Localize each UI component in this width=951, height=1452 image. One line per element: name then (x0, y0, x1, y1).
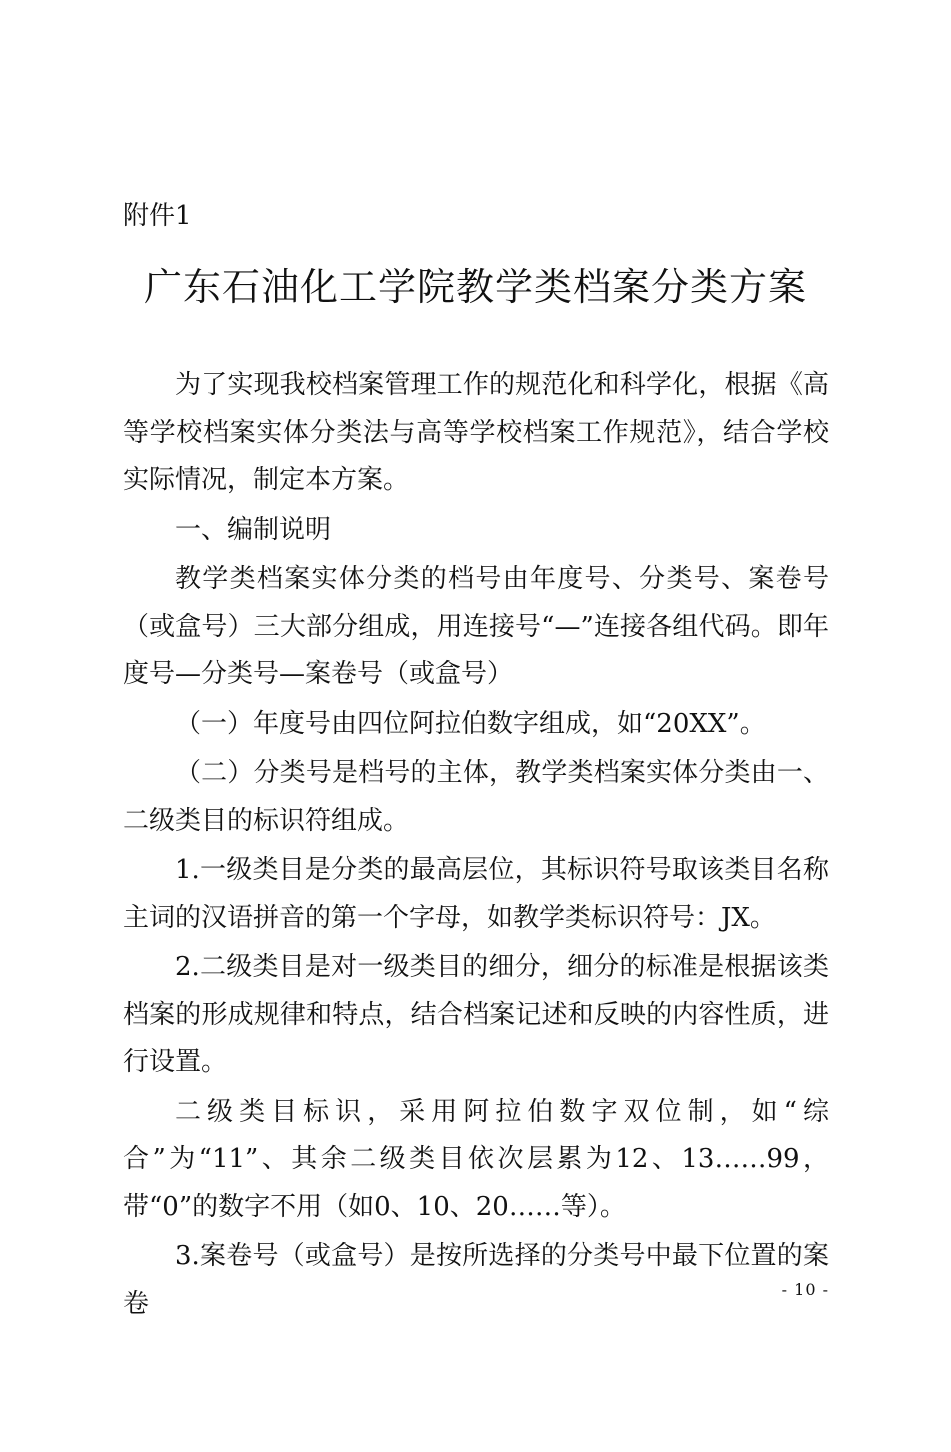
document-body (123, 362, 829, 1330)
document-title: 广东石油化工学院教学类档案分类方案 (143, 265, 807, 309)
page-number: - 10 - (781, 1280, 829, 1299)
paragraph-archive-number-composition: 教学类档案实体分类的档号由年度号、分类号、案卷号（或盒号）三大部分组成，用连接号“—”连接各组代码。即年度号—分类号—案卷号（或盒号） (123, 564, 829, 689)
paragraph-first-level-category: 1.一级类目是分类的最高层位，其标识符号取该类目名称主词的汉语拼音的第一个字母，如教学类标识符号：JX。 (123, 855, 829, 933)
paragraph-intro: 为了实现我校档案管理工作的规范化和科学化，根据《高等学校档案实体分类法与高等学校档案工作规范》，结合学校实际情况，制定本方案。 (123, 370, 829, 495)
attachment-label: 附件1 (123, 201, 192, 231)
paragraph-classification-number: （二）分类号是档号的主体，教学类档案实体分类由一、二级类目的标识符组成。 (123, 758, 829, 836)
section-heading-compilation-notes: 一、编制说明 (175, 514, 332, 545)
paragraph-second-level-category: 2.二级类目是对一级类目的细分，细分的标准是根据该类档案的形成规律和特点，结合档案记述和反映的内容性质，进行设置。 (123, 952, 829, 1077)
paragraph-second-level-identifier: 二级类目标识，采用阿拉伯数字双位制，如“综合”为“11”、其余二级类目依次层累为12、13……99，带“0”的数字不用（如0、10、20……等）。 (123, 1096, 829, 1222)
paragraph-year-number: （一）年度号由四位阿拉伯数字组成，如“20XX”。 (175, 708, 766, 739)
paragraph-volume-number: 3.案卷号（或盒号）是按所选择的分类号中最下位置的案卷 (123, 1241, 829, 1319)
